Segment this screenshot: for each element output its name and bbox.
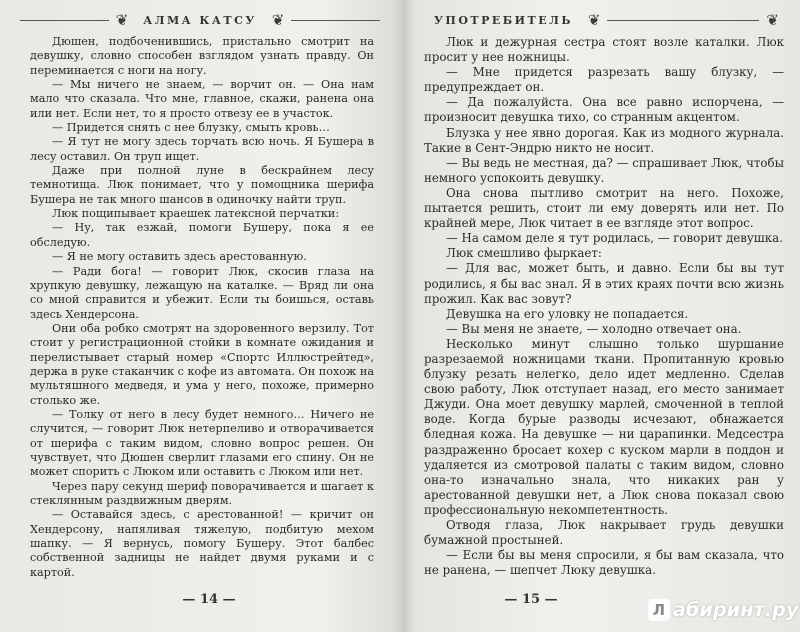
book-title: УПОТРЕБИТЕЛЬ <box>434 13 573 27</box>
paragraph: Через пару секунд шериф поворачивается и шагает к стеклянным раздвижным дверям. <box>30 479 374 507</box>
left-page <box>0 0 398 632</box>
paragraph: Несколько минут слышно только шуршание разрезаемой ножницами ткани. Пропитанную кровью блузку резать нелегко, дело идет медленно. Сделав свою работу, Люк отступает назад, его место занимает Джуди. Она моет девушку марлей, смоченной в теплой воде. Когда бурые разводы исчезают, обнажается бледная кожа. На девушке — ни царапинки. Медсестра раздраженно бросает кохер с куском марли в поддон и удаляется из смотровой палаты с таким видом, словно она-то изначально знала, что никаких ран у арестованной девушки нет, а Люк снова показал свою профессиональную некомпетентность. <box>424 336 784 517</box>
paragraph: Они оба робко смотрят на здоровенного верзилу. Тот стоит у регистрационной стойки в комнате ожидания и перелистывает старый номер «Спортс Иллюстрейтед», держа в руке стаканчик с кофе из автомата. Он похож на мультяшного медведя, и ума у него, похоже, примерно столько же. <box>30 321 374 407</box>
head-rule <box>607 20 759 21</box>
author-name: АЛМА КАТСУ <box>143 13 257 27</box>
paragraph: — Я не могу оставить здесь арестованную. <box>52 250 307 264</box>
paragraph: — Для вас, может быть, и давно. Если бы вы тут родились, я бы вас знал. Я в этих краях почти всю жизнь прожил. Как вас зовут? <box>424 261 784 306</box>
paragraph: — Если бы вы меня спросили, я бы вам сказала, что не ранена, — шепчет Люку девушка. <box>424 548 784 578</box>
paragraph: — Оставайся здесь, с арестованной! — кричит он Хендерсону, напяливая тяжелую, подбитую мехом шапку. — Я вернусь, помогу Бушеру. Этот балбес собственной задницы не найдет двумя руками и с картой. <box>30 508 374 579</box>
paragraph: Блузка у нее явно дорогая. Как из модного журнала. Такие в Сент-Эндрю никто не носит. <box>424 125 784 155</box>
paragraph: — Придется снять с нее блузку, смыть кровь… <box>52 121 330 135</box>
page-number: — 15 — <box>504 592 558 607</box>
left-page-text <box>30 35 374 580</box>
head-rule <box>291 20 380 21</box>
paragraph: — Мы ничего не знаем, — ворчит он. — Она нам мало что сказала. Что мне, главное, скажи, ранена она или нет. Если нет, то я просто отвезу ее в участок. <box>30 78 374 120</box>
paragraph: Люк смешливо фыркает: <box>446 246 602 261</box>
right-page <box>402 0 800 632</box>
paragraph: — Я тут не могу здесь торчать всю ночь. Я Бушера в лесу оставил. Он труп ищет. <box>30 135 374 163</box>
paragraph: Отводя глаза, Люк накрывает грудь девушки бумажной простыней. <box>424 518 784 548</box>
page-number: — 14 — <box>182 592 236 607</box>
right-running-head <box>426 8 786 32</box>
ornament-icon: ❦ <box>766 10 779 29</box>
ornament-icon: ❦ <box>587 10 601 29</box>
paragraph: Люк и дежурная сестра стоят возле каталки. Люк просит у нее ножницы. <box>424 35 784 65</box>
labirint-logo-icon: Л <box>648 599 670 621</box>
paragraph: — Ради бога! — говорит Люк, скосив глаза на хрупкую девушку, лежащую на каталке. — Вряд ли она со мной справится и убежит. Если ты боишься, оставь здесь Хендерсона. <box>30 264 374 321</box>
paragraph: — Вы меня не знаете, — холодно отвечает она. <box>446 321 742 336</box>
head-rule <box>20 20 109 21</box>
paragraph: — Мне придется разрезать вашу блузку, — предупреждает он. <box>424 65 784 95</box>
paragraph: Люк пощипывает краешек латексной перчатки: <box>52 207 340 221</box>
paragraph: Дюшен, подбоченившись, пристально смотрит на девушку, словно способен взглядом узнать правду. Он переминается с ноги на ногу. <box>30 35 374 77</box>
ornament-icon: ❦ <box>115 10 129 29</box>
paragraph: — Ну, так езжай, помоги Бушеру, пока я ее обследую. <box>30 221 374 249</box>
watermark-text: абиринт.ру <box>673 599 799 621</box>
paragraph: Девушка на его уловку не попадается. <box>446 306 689 321</box>
paragraph: — На самом деле я тут родилась, — говорит девушка. <box>446 231 783 246</box>
paragraph: — Да пожалуйста. Она все равно испорчена, — произносит девушка тихо, со странным акцентом. <box>424 95 784 125</box>
left-running-head <box>20 8 380 32</box>
paragraph: Она снова пытливо смотрит на него. Похоже, пытается решить, стоит ли ему доверять или нет. По крайней мере, Люк читает в ее взгляде этот вопрос. <box>424 185 784 231</box>
watermark <box>648 595 799 625</box>
paragraph: — Толку от него в лесу будет немного… Ничего не случится, — говорит Люк нетерпеливо и отворачивается от шерифа с таким видом, словно вопрос решен. Он чувствует, что Дюшен сверлит глазами его спину. Он не может спорить с Люком или оставить с Люком или нет. <box>30 407 374 479</box>
right-page-text <box>424 35 784 578</box>
paragraph: Даже при полной луне в бескрайнем лесу темнотища. Люк понимает, что у помощника шерифа Бушера не так много шансов в одиночку найти труп. <box>30 164 374 206</box>
paragraph: — Вы ведь не местная, да? — спрашивает Люк, чтобы немного успокоить девушку. <box>424 155 784 185</box>
ornament-icon: ❦ <box>271 10 285 29</box>
